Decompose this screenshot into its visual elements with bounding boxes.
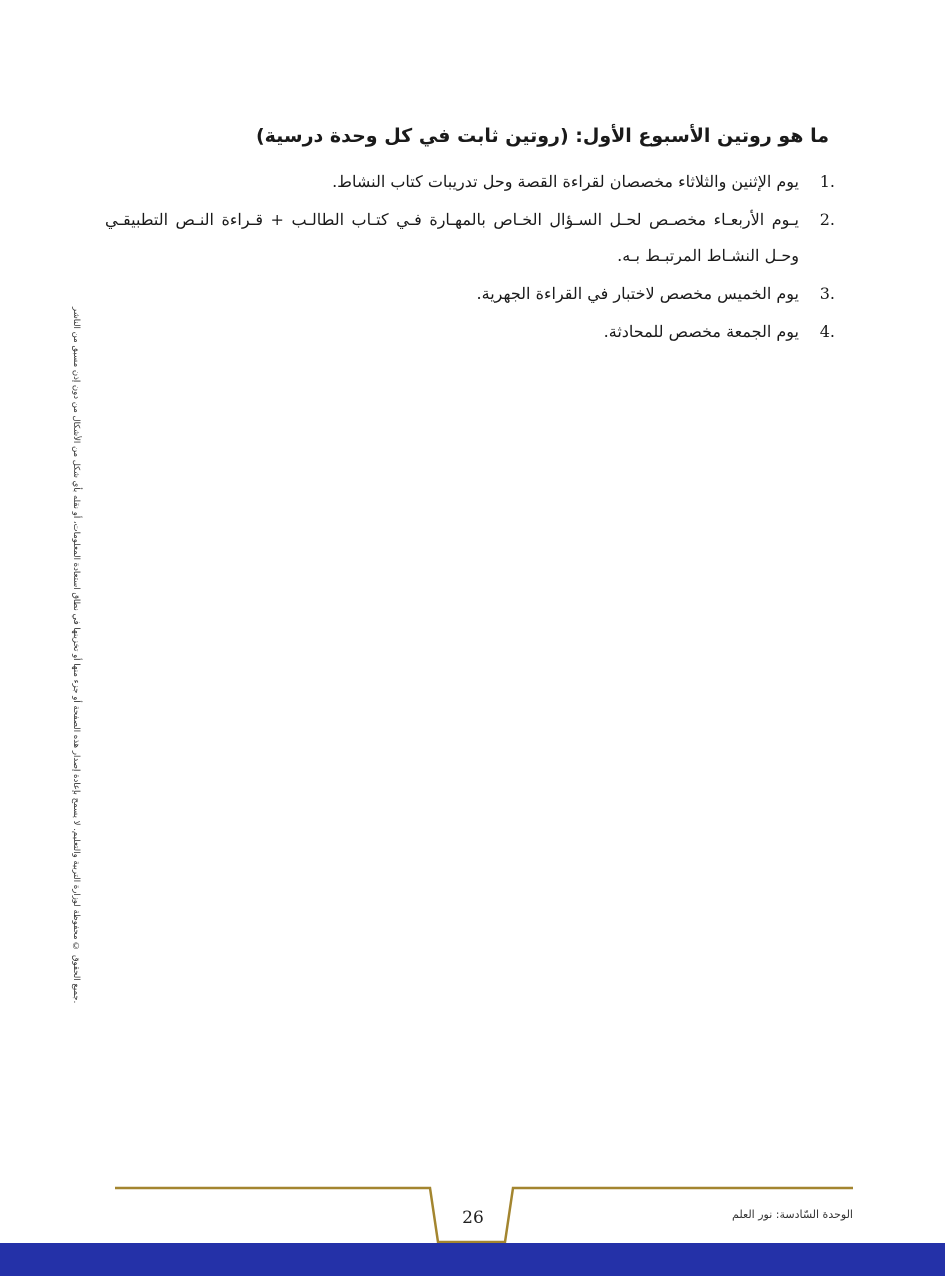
routine-list (105, 164, 835, 350)
list-item (105, 164, 835, 200)
item-text: يوم الإثنين والثلاثاء مخصصان لقراءة القصة وحل تدريبات كتاب النشاط. (332, 172, 799, 191)
item-number: 3. (819, 284, 835, 303)
list-item (105, 314, 835, 350)
item-text: يوم الجمعة مخصص للمحادثة. (603, 322, 799, 341)
item-text: يوم الخميس مخصص لاختبار في القراءة الجهرية. (476, 284, 799, 303)
section-heading: ما هو روتين الأسبوع الأول: (روتين ثابت في كل وحدة درسية) (255, 125, 829, 147)
bottom-band (0, 1243, 945, 1276)
item-text: يـوم الأربعـاء مخصـص لحـل السـؤال الخـاص بالمهـارة فـي كتـاب الطالـب + قـراءة النـص التطبيقـي وحـل النشـاط المرتبـط بـه. (105, 210, 799, 265)
unit-title: الوحدة السّادسة: نور العلم (732, 1208, 853, 1221)
page-content (105, 120, 835, 352)
item-number: 1. (819, 172, 835, 191)
copyright-note: جميع الحقوق © محفوظة لوزارة التربية والتعليم. لا يسمح بإعادة إصدار هذه الصفحة أو جزء منها أو تخزينها في نطاق استعادة المعلومات، أو نقله بأي شكل من الأشكال من دون إذن مسبق من الناشر. (71, 306, 81, 1004)
list-item (105, 202, 835, 274)
item-number: 4. (819, 322, 835, 341)
item-number: 2. (819, 210, 835, 229)
page-number: 26 (462, 1208, 484, 1228)
list-item (105, 276, 835, 312)
